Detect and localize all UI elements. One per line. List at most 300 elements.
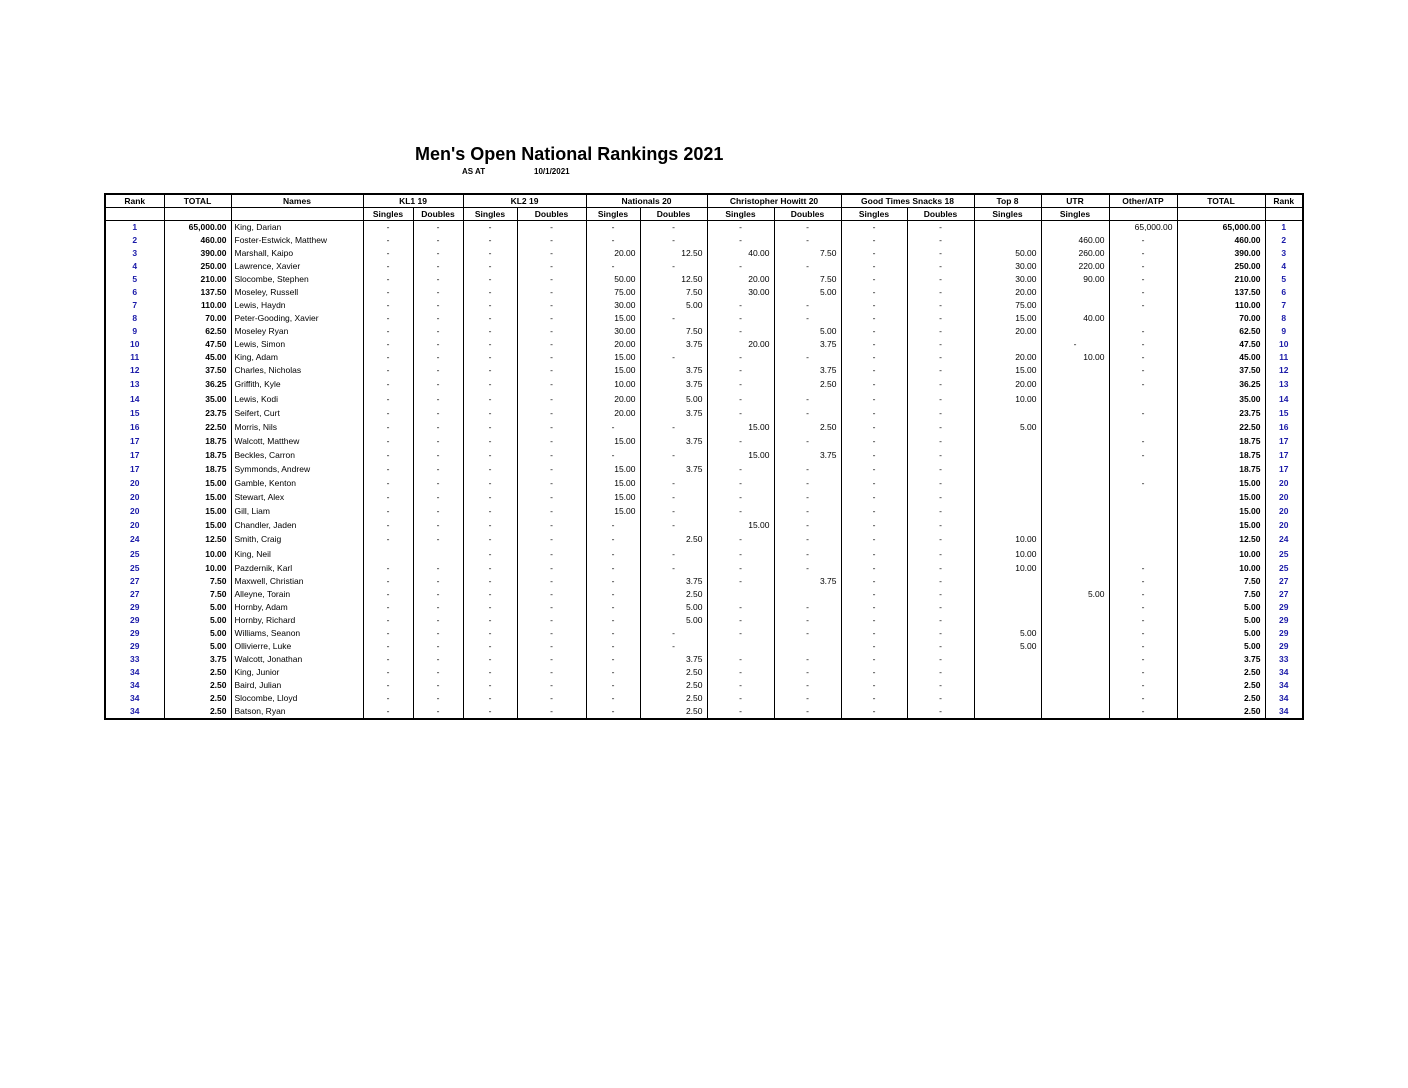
rank-cell: 17: [105, 435, 164, 448]
points-cell: -: [1109, 614, 1177, 627]
points-cell: -: [640, 504, 707, 519]
points-cell: -: [517, 614, 586, 627]
points-cell: -: [707, 692, 774, 705]
points-cell: -: [363, 653, 413, 666]
points-cell: -: [363, 532, 413, 547]
player-name: Charles, Nicholas: [231, 364, 363, 377]
points-cell: 15.00: [586, 476, 640, 491]
points-cell: -: [841, 640, 907, 653]
points-cell: 3.75: [640, 364, 707, 377]
total-cell: 65,000.00: [1177, 221, 1265, 235]
total-cell: 2.50: [164, 705, 231, 719]
points-cell: 3.75: [640, 407, 707, 420]
points-cell: -: [907, 679, 974, 692]
points-cell: -: [774, 666, 841, 679]
points-cell: [974, 575, 1041, 588]
total-cell: 10.00: [1177, 547, 1265, 562]
table-row: [105, 407, 1303, 420]
points-cell: -: [517, 692, 586, 705]
points-cell: -: [907, 420, 974, 435]
points-cell: -: [517, 705, 586, 719]
points-cell: [1041, 627, 1109, 640]
rank-cell: 6: [105, 286, 164, 299]
points-cell: -: [841, 705, 907, 719]
points-cell: -: [413, 299, 463, 312]
points-cell: -: [640, 448, 707, 463]
points-cell: [974, 653, 1041, 666]
points-cell: -: [363, 273, 413, 286]
player-name: Foster-Estwick, Matthew: [231, 234, 363, 247]
rank-cell: 5: [1265, 273, 1303, 286]
points-cell: 3.75: [774, 448, 841, 463]
points-cell: -: [413, 588, 463, 601]
points-cell: -: [363, 614, 413, 627]
points-cell: [1041, 666, 1109, 679]
points-cell: 12.50: [640, 247, 707, 260]
rank-cell: 15: [105, 407, 164, 420]
player-name: Peter-Gooding, Xavier: [231, 312, 363, 325]
points-cell: 20.00: [974, 377, 1041, 392]
points-cell: 50.00: [974, 247, 1041, 260]
points-cell: -: [907, 547, 974, 562]
points-cell: -: [841, 614, 907, 627]
points-cell: 15.00: [586, 351, 640, 364]
points-cell: -: [707, 435, 774, 448]
points-cell: -: [363, 338, 413, 351]
points-cell: -: [363, 247, 413, 260]
points-cell: -: [413, 562, 463, 575]
points-cell: -: [1109, 705, 1177, 719]
rank-cell: 25: [1265, 562, 1303, 575]
total-cell: 3.75: [1177, 653, 1265, 666]
rank-cell: 27: [105, 575, 164, 588]
total-cell: 5.00: [164, 614, 231, 627]
points-cell: -: [463, 273, 517, 286]
player-name: Gamble, Kenton: [231, 476, 363, 491]
points-cell: -: [517, 392, 586, 407]
total-cell: 10.00: [1177, 562, 1265, 575]
table-row: [105, 532, 1303, 547]
points-cell: -: [841, 351, 907, 364]
points-cell: -: [413, 260, 463, 273]
points-cell: -: [841, 338, 907, 351]
table-row: [105, 338, 1303, 351]
points-cell: [1041, 692, 1109, 705]
total-cell: 5.00: [1177, 614, 1265, 627]
points-cell: [974, 692, 1041, 705]
points-cell: -: [586, 627, 640, 640]
points-cell: -: [907, 273, 974, 286]
points-cell: -: [774, 705, 841, 719]
points-cell: -: [363, 463, 413, 476]
points-cell: -: [907, 476, 974, 491]
points-cell: -: [774, 260, 841, 273]
total-cell: 250.00: [1177, 260, 1265, 273]
points-cell: -: [841, 491, 907, 504]
points-cell: -: [413, 679, 463, 692]
points-cell: -: [640, 260, 707, 273]
points-cell: -: [707, 627, 774, 640]
points-cell: -: [907, 338, 974, 351]
points-cell: [1041, 601, 1109, 614]
points-cell: -: [413, 532, 463, 547]
points-cell: -: [463, 653, 517, 666]
points-cell: -: [907, 532, 974, 547]
points-cell: -: [640, 221, 707, 235]
points-cell: -: [363, 377, 413, 392]
points-cell: 10.00: [1041, 351, 1109, 364]
points-cell: -: [363, 221, 413, 235]
points-cell: -: [517, 601, 586, 614]
total-cell: 7.50: [164, 575, 231, 588]
points-cell: [974, 601, 1041, 614]
points-cell: -: [907, 588, 974, 601]
points-cell: -: [463, 614, 517, 627]
points-cell: -: [363, 260, 413, 273]
total-cell: 7.50: [1177, 575, 1265, 588]
points-cell: -: [463, 640, 517, 653]
table-row: [105, 588, 1303, 601]
rank-cell: 4: [1265, 260, 1303, 273]
table-row: [105, 420, 1303, 435]
points-cell: -: [774, 392, 841, 407]
points-cell: -: [586, 547, 640, 562]
points-cell: [974, 491, 1041, 504]
header-rank: Rank: [105, 194, 164, 208]
total-cell: 5.00: [164, 640, 231, 653]
points-cell: 30.00: [586, 325, 640, 338]
points-cell: -: [517, 247, 586, 260]
points-cell: -: [413, 653, 463, 666]
header-other-atp: Other/ATP: [1109, 194, 1177, 208]
points-cell: -: [707, 614, 774, 627]
points-cell: [1041, 448, 1109, 463]
points-cell: 20.00: [974, 351, 1041, 364]
points-cell: [974, 338, 1041, 351]
points-cell: 3.75: [774, 364, 841, 377]
points-cell: -: [463, 705, 517, 719]
points-cell: [974, 407, 1041, 420]
points-cell: -: [363, 627, 413, 640]
rank-cell: 27: [1265, 575, 1303, 588]
points-cell: -: [841, 666, 907, 679]
points-cell: -: [907, 463, 974, 476]
points-cell: -: [841, 575, 907, 588]
total-cell: 390.00: [164, 247, 231, 260]
points-cell: [1109, 491, 1177, 504]
total-cell: 15.00: [1177, 519, 1265, 532]
points-cell: -: [707, 547, 774, 562]
points-cell: 5.00: [640, 392, 707, 407]
points-cell: 10.00: [974, 392, 1041, 407]
points-cell: -: [1109, 247, 1177, 260]
points-cell: -: [463, 364, 517, 377]
points-cell: [974, 614, 1041, 627]
rank-cell: 2: [105, 234, 164, 247]
total-cell: 35.00: [164, 392, 231, 407]
points-cell: -: [841, 325, 907, 338]
total-cell: 5.00: [164, 627, 231, 640]
rank-cell: 29: [1265, 640, 1303, 653]
points-cell: [974, 448, 1041, 463]
total-cell: 23.75: [1177, 407, 1265, 420]
points-cell: -: [907, 221, 974, 235]
points-cell: [1041, 407, 1109, 420]
total-cell: 3.75: [164, 653, 231, 666]
points-cell: [1109, 392, 1177, 407]
subheader-blank: [1177, 208, 1265, 221]
points-cell: -: [1109, 273, 1177, 286]
points-cell: -: [517, 286, 586, 299]
rank-cell: 3: [105, 247, 164, 260]
subheader-blank: [231, 208, 363, 221]
points-cell: [1041, 463, 1109, 476]
points-cell: 3.75: [640, 575, 707, 588]
subheader-blank: [1265, 208, 1303, 221]
points-cell: -: [363, 476, 413, 491]
total-cell: 37.50: [164, 364, 231, 377]
points-cell: -: [774, 547, 841, 562]
points-cell: 30.00: [974, 260, 1041, 273]
points-cell: -: [707, 377, 774, 392]
points-cell: -: [707, 299, 774, 312]
points-cell: 2.50: [774, 377, 841, 392]
points-cell: -: [413, 364, 463, 377]
player-name: Smith, Craig: [231, 532, 363, 547]
rank-cell: 34: [105, 666, 164, 679]
points-cell: -: [413, 377, 463, 392]
points-cell: 5.00: [640, 299, 707, 312]
header-rank-right: Rank: [1265, 194, 1303, 208]
points-cell: [974, 504, 1041, 519]
points-cell: [1041, 532, 1109, 547]
points-cell: -: [413, 312, 463, 325]
points-cell: -: [586, 679, 640, 692]
subheader-singles: Singles: [974, 208, 1041, 221]
points-cell: -: [363, 692, 413, 705]
header-kl1: KL1 19: [363, 194, 463, 208]
points-cell: -: [1109, 588, 1177, 601]
points-cell: -: [774, 653, 841, 666]
points-cell: -: [707, 532, 774, 547]
total-cell: 460.00: [164, 234, 231, 247]
rank-cell: 29: [105, 614, 164, 627]
points-cell: -: [413, 407, 463, 420]
points-cell: -: [586, 260, 640, 273]
points-cell: -: [463, 420, 517, 435]
points-cell: -: [363, 679, 413, 692]
points-cell: [1041, 679, 1109, 692]
points-cell: -: [841, 588, 907, 601]
points-cell: -: [413, 692, 463, 705]
points-cell: 5.00: [774, 325, 841, 338]
total-cell: 110.00: [1177, 299, 1265, 312]
rank-cell: 20: [1265, 476, 1303, 491]
player-name: Batson, Ryan: [231, 705, 363, 719]
points-cell: -: [363, 420, 413, 435]
points-cell: -: [841, 260, 907, 273]
rank-cell: 34: [1265, 692, 1303, 705]
total-cell: 2.50: [1177, 692, 1265, 705]
points-cell: [1041, 435, 1109, 448]
points-cell: -: [463, 519, 517, 532]
total-cell: 22.50: [1177, 420, 1265, 435]
points-cell: 90.00: [1041, 273, 1109, 286]
total-cell: 70.00: [1177, 312, 1265, 325]
points-cell: 15.00: [586, 364, 640, 377]
player-name: King, Junior: [231, 666, 363, 679]
player-name: Hornby, Richard: [231, 614, 363, 627]
table-row: [105, 325, 1303, 338]
points-cell: -: [907, 364, 974, 377]
points-cell: -: [1109, 364, 1177, 377]
points-cell: -: [517, 299, 586, 312]
total-cell: 36.25: [1177, 377, 1265, 392]
points-cell: -: [1109, 679, 1177, 692]
table-row: [105, 504, 1303, 519]
points-cell: -: [841, 463, 907, 476]
points-cell: -: [463, 627, 517, 640]
total-cell: 18.75: [164, 463, 231, 476]
points-cell: 7.50: [774, 273, 841, 286]
total-cell: 62.50: [1177, 325, 1265, 338]
points-cell: -: [586, 420, 640, 435]
total-cell: 15.00: [164, 491, 231, 504]
points-cell: -: [463, 476, 517, 491]
player-name: Symmonds, Andrew: [231, 463, 363, 476]
points-cell: -: [517, 491, 586, 504]
total-cell: 36.25: [164, 377, 231, 392]
points-cell: -: [363, 588, 413, 601]
player-name: Stewart, Alex: [231, 491, 363, 504]
table-row: [105, 392, 1303, 407]
points-cell: -: [707, 562, 774, 575]
points-cell: -: [841, 392, 907, 407]
total-cell: 15.00: [164, 519, 231, 532]
total-cell: 15.00: [1177, 504, 1265, 519]
points-cell: -: [907, 705, 974, 719]
points-cell: -: [586, 575, 640, 588]
points-cell: 3.75: [774, 338, 841, 351]
points-cell: -: [640, 640, 707, 653]
header-utr: UTR: [1041, 194, 1109, 208]
points-cell: -: [907, 392, 974, 407]
points-cell: -: [1109, 351, 1177, 364]
total-cell: 15.00: [164, 476, 231, 491]
table-row: [105, 377, 1303, 392]
player-name: Baird, Julian: [231, 679, 363, 692]
subheader-blank: [164, 208, 231, 221]
points-cell: -: [841, 364, 907, 377]
points-cell: -: [1109, 286, 1177, 299]
points-cell: -: [463, 338, 517, 351]
points-cell: -: [774, 562, 841, 575]
points-cell: 2.50: [640, 588, 707, 601]
rank-cell: 12: [1265, 364, 1303, 377]
table-row: [105, 364, 1303, 377]
points-cell: -: [841, 234, 907, 247]
points-cell: -: [517, 273, 586, 286]
total-cell: 12.50: [1177, 532, 1265, 547]
total-cell: 65,000.00: [164, 221, 231, 235]
player-name: Pazdernik, Karl: [231, 562, 363, 575]
points-cell: -: [1109, 234, 1177, 247]
total-cell: 37.50: [1177, 364, 1265, 377]
points-cell: -: [774, 476, 841, 491]
points-cell: -: [363, 575, 413, 588]
points-cell: 10.00: [974, 532, 1041, 547]
points-cell: -: [907, 325, 974, 338]
points-cell: -: [1109, 325, 1177, 338]
points-cell: 15.00: [586, 435, 640, 448]
points-cell: [363, 547, 413, 562]
points-cell: 7.50: [640, 325, 707, 338]
points-cell: -: [907, 491, 974, 504]
points-cell: 7.50: [640, 286, 707, 299]
rank-cell: 7: [105, 299, 164, 312]
total-cell: 47.50: [1177, 338, 1265, 351]
total-cell: 18.75: [1177, 435, 1265, 448]
rank-cell: 6: [1265, 286, 1303, 299]
points-cell: -: [907, 247, 974, 260]
player-name: Lewis, Haydn: [231, 299, 363, 312]
points-cell: [1109, 504, 1177, 519]
points-cell: -: [413, 325, 463, 338]
points-cell: -: [640, 351, 707, 364]
points-cell: -: [774, 407, 841, 420]
points-cell: -: [1109, 575, 1177, 588]
points-cell: 5.00: [1041, 588, 1109, 601]
points-cell: -: [413, 392, 463, 407]
points-cell: [1109, 547, 1177, 562]
points-cell: [413, 547, 463, 562]
points-cell: [1041, 705, 1109, 719]
points-cell: [1109, 532, 1177, 547]
points-cell: -: [640, 547, 707, 562]
points-cell: -: [907, 653, 974, 666]
table-row: [105, 614, 1303, 627]
points-cell: [974, 666, 1041, 679]
points-cell: -: [1109, 640, 1177, 653]
points-cell: -: [586, 519, 640, 532]
points-cell: -: [907, 312, 974, 325]
points-cell: [1041, 325, 1109, 338]
points-cell: -: [517, 435, 586, 448]
subheader-singles: Singles: [586, 208, 640, 221]
rank-cell: 34: [1265, 679, 1303, 692]
total-cell: 210.00: [164, 273, 231, 286]
player-name: Alleyne, Torain: [231, 588, 363, 601]
points-cell: -: [463, 260, 517, 273]
player-name: Lawrence, Xavier: [231, 260, 363, 273]
total-cell: 18.75: [164, 435, 231, 448]
total-cell: 2.50: [164, 679, 231, 692]
points-cell: 5.00: [640, 614, 707, 627]
total-cell: 23.75: [164, 407, 231, 420]
rank-cell: 25: [105, 547, 164, 562]
as-at-date: 10/1/2021: [534, 167, 570, 176]
points-cell: 20.00: [586, 407, 640, 420]
rank-cell: 12: [105, 364, 164, 377]
rank-cell: 17: [1265, 435, 1303, 448]
points-cell: 30.00: [974, 273, 1041, 286]
total-cell: 45.00: [1177, 351, 1265, 364]
points-cell: [1041, 299, 1109, 312]
points-cell: -: [841, 653, 907, 666]
points-cell: 15.00: [974, 312, 1041, 325]
subheader-singles: Singles: [363, 208, 413, 221]
total-cell: 18.75: [1177, 463, 1265, 476]
